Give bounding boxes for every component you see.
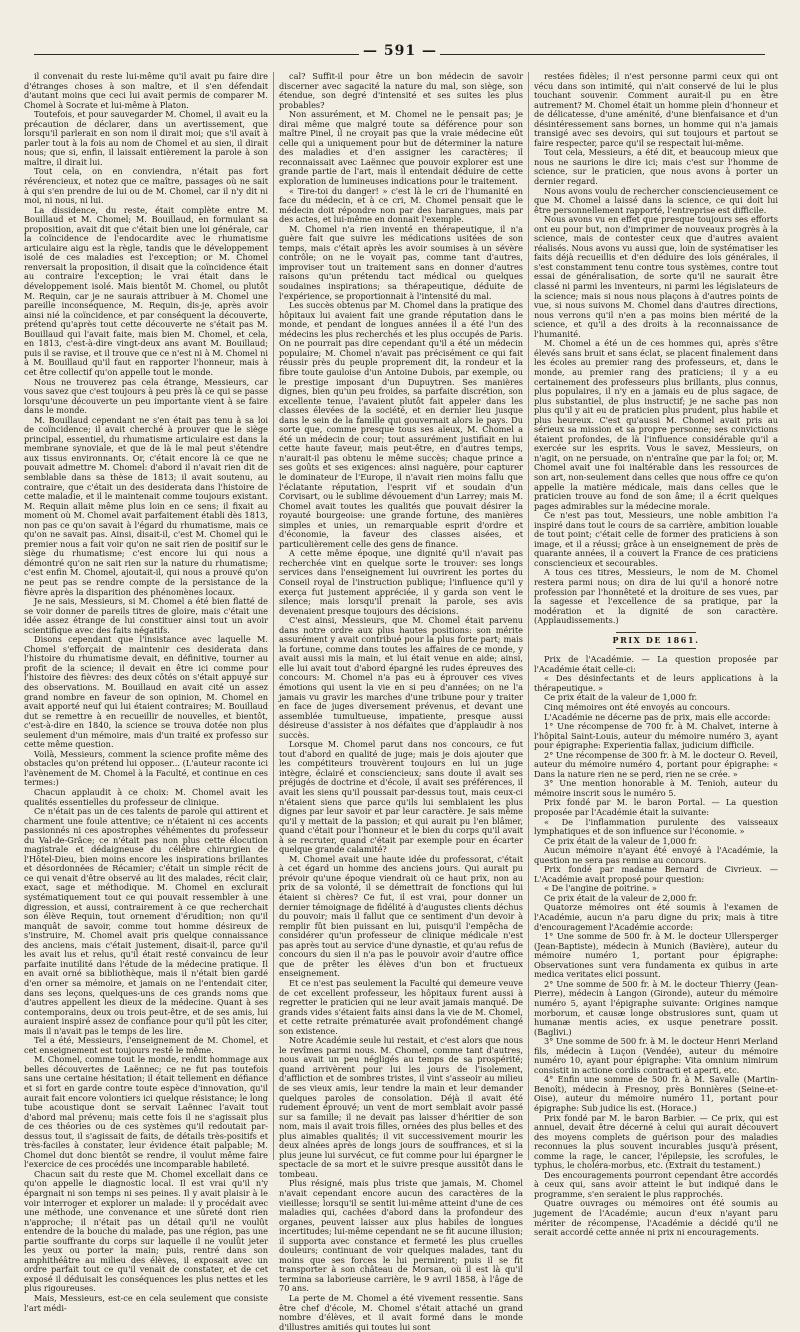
article-paragraph: La dissidence, du reste, était complète entre M. Bouillaud et M. Chomel; M. Bouillaud, en formulant sa proposition, avait dit que c'était bien une loi générale, car la coïncidence de l'endocardite avec le rhumatisme articulaire aigu est la règle, tandis que le développement isolé de ces maladies est l'exception; or M. Chomel renversait la proposition, il disait que la coïncidence était au contraire l'exception; le vrai était dans le développement isolé. Mais bientôt M. Chomel, ou plutôt M. Requin, car je ne saurais attribuer à M. Chomel une pareille inconséquence, M. Requin, dis-je, après avoir ainsi nié la coïncidence, et par conséquent la découverte, prétend qu'après tout cette découverte ne s'était pas M. Bouillaud qui l'avait faite, mais bien M. Chomel, et cela, en 1813, c'est-à-dire vingt-deux ans avant M. Bouillaud; puis il se ravise, et il trouve que ce n'est ni à M. Chomel ni à M. Bouillaud qu'il faut en rapporter l'honneur, mais à cet être collectif qu'on appelle tout le monde. [24,204,268,377]
article-paragraph: M. Chomel a été un de ces hommes qui, après s'être élevés sans bruit et sans éclat, se placent finalement dans les écoles au premier rang des professeurs, et, dans le monde, au premier rang des praticiens; il y a eu certainement des professeurs plus brillants, plus connus, plus populaires, il n'y en a jamais eu de plus sagace, de plus substantiel, de plus instructif; je ne sache pas non plus qu'il y ait eu de praticien plus prudent, plus habile et plus heureux. C'est qu'aussi M. Chomel avait pris au sérieux sa mission et sa propre personne; ses convictions étaient profondes, de là l'influence considérable qu'il a exercée sur les esprits. Vous le savez, Messieurs, on n'agit, on ne persuade, on n'entraîne que par la foi; or, M. Chomel avait une foi inaltérable dans les ressources de son art, non-seulement dans celles que nous offre ce qu'on appelle la matière médicale, mais dans celles que le praticien trouve au fond de son âme; il a écrit quelques pages admirables sur la médecine morale. [534,338,778,511]
prize-paragraph: Ce prix était de la valeur de 1,000 fr. [544,692,698,703]
article-paragraph: Tout cela, on en conviendra, n'était pas fort révérencieux, et notez que ce maître, passages où ne sait à qui s'en prendre de lui ou de M. Chomel, car il n'y dit ni moi, ni nous, ni lui. [24,166,268,206]
prize-paragraph: 1° Une somme de 500 fr. à M. le docteur Ullersperger (Jean-Baptiste), médecin à Munich (Bavière), auteur du mémoire numéro 1, portant pour épigraphe: Observationes sunt vera fundamenta ex quibus in arte medica veritates elici possunt. [534,931,778,980]
article-paragraph: Toutefois, et pour sauvegarder M. Chomel, il avait eu la précaution de déclarer, dans un avertissement, que lorsqu'il parlerait en son nom il dirait moi; que s'il avait à parler tout à la fois au nom de Chomel et au sien, il dirait nous; que si, enfin, il laissait entièrement la parole à son maître, il dirait lui. [24,109,268,167]
article-paragraph: Nous avons voulu de rechercher consciencieusement ce que M. Chomel a laissé dans la science, ce qui doit lui être personnellement rapporté, l'entreprise est difficile. [534,185,778,215]
article-paragraph: Ce n'est pas tout, Messieurs, une noble ambition l'a inspiré dans tout le cours de sa carrière, ambition louable de tout point; c'était celle de former des praticiens à son image, et il a réussi; grâce à un enseignement de près de quarante années, il a couvert la France de ces praticiens consciencieux et secourables. [534,510,778,568]
article-paragraph: Les succès obtenus par M. Chomel dans la pratique des hôpitaux lui avaient fait une grande réputation dans le monde, et pendant de longues années il a été l'un des médecins les plus recherchés et les plus occupés de Paris. On ne pourrait pas dire cependant qu'il a été un médecin populaire; M. Chomel n'avait pas précisément ce qui fait réussir près du peuple proprement dit, la rondeur et la fibre toute gauloise d'un Antoine Dubois, par exemple, ou le prestige imposant d'un Dupuytren. Ses manières dignes, bien qu'un peu froides, sa parfaite discrétion, son excellente tenue, l'avaient plutôt fait appeler dans les classes élevées de la société, et en dernier lieu jusque dans le sein de la famille qui gouvernait alors le pays. Du sorte que, comme presque tous ses aïeux, M. Chomel a été un médecin de cour; tout assurément justifiait en lui cette haute faveur, mais peut-être, en d'autres temps, n'aurait-il pas obtenu le même succès; chaque prince a ses goûts et ses exigences: ainsi naguère, pour capturer le dominateur de l'Europe, il n'avait rien moins fallu que l'éclatante réputation, l'esprit vif et soudain d'un Corvisart, ou le sublime dévouement d'un Larrey; mais M. Chomel avait toutes les qualités que pouvait désirer la royauté bourgeoise: une grande fortune, des manières simples et unies, un remarquable esprit d'ordre et d'économie, la faveur des classes aisées, et particulièrement celle des gens de finance. [279,300,523,549]
prize-paragraph: Cinq mémoires ont été envoyés au concours. [544,702,731,712]
article-paragraph: M. Chomel n'a rien inventé en thérapeutique, il n'a guère fait que suivre les médications usitées de son temps, mais c'était après les avoir soumises à un sévère contrôle; on ne le voyait pas, comme tant d'autres, improviser tout un traitement sans en donner d'autres raisons qu'un prétendu tact médical ou quelques soudaines inspirations; sa thérapeutique, déduite de l'expérience, se proportionnait à l'intensité du mal. [279,223,523,301]
column-3 [534,71,778,1238]
prize-paragraph: Prix fondé par madame Bernard de Civrieux. — L'Académie avait proposé pour question: [534,864,778,884]
article-paragraph: Je ne sais, Messieurs, si M. Chomel a été bien flatté de se voir donner de pareils titres de gloire, mais c'était une idée assez étrange de lui constituer ainsi tout un avoir scientifique avec des faits négatifs. [24,596,268,635]
prize-paragraph: Ce prix était de la valeur de 1,000 fr. [544,835,698,846]
article-paragraph: Tel a été, Messieurs, l'enseignement de M. Chomel, et cet enseignement est toujours resté le même. [24,1035,268,1055]
prize-paragraph: 1° Une récompense de 700 fr. à M. Chalvet, interne à l'hôpital Saint-Louis, auteur du mémoire numéro 3, ayant pour épigraphe: Experientia fallax, judicium difficile. [534,721,778,751]
article-paragraph: Mais, Messieurs, est-ce en cela seulement que consiste l'art médi- [24,1293,268,1313]
article-paragraph: M. Chomel, comme tout le monde, rendit hommage aux belles découvertes de Laënnec; ce ne fut pas toutefois sans une certaine hésitation; il était tellement en défiance et si fort en garde contre toute espèce d'innovation, qu'il aurait fait encore volontiers ici quelque résistance; le long tube acoustique dont se servait Laënnec l'avait tout d'abord mal prévenu; mais cette fois il ne s'agissait plus de ces théories ou de ces systèmes qu'il redoutait par-dessus tout, il s'agissait de faits, de détails très-positifs et très-faciles à constater, leur évidence était palpable; M. Chomel dut donc bientôt se rendre, il voulut même faire l'exercice de ces procédés une incomparable habileté. [24,1054,268,1170]
article-paragraph: M. Bouillaud cependant ne s'en était pas tenu à sa loi de coïncidence; il avait cherché à prouver que le siège principal, essentiel, du rhumatisme articulaire est dans la membrane synoviale, et que de là le mal peut s'étendre aux tissus environnants. Or, c'était encore là ce que ne pouvait admettre M. Chomel: d'abord il n'avait rien dit de semblable dans sa thèse de 1813; il avait soutenu, au contraire, que c'était un des desiderata dans l'histoire de cette maladie, et il le maintenait comme toujours existant. M. Requin allait même plus loin en ce sens; il fixait au moment où M. Chomel avait parfaitement établi dès 1813, non pas ce qu'on savait à l'égard du rhumatisme, mais ce qu'on ne savait pas. Ainsi, disait-il, c'est M. Chomel qui le premier nous a fait voir qu'on ne sait rien de positif sur le siège du rhumatisme; c'est encore lui qui nous a démontré qu'on ne sait rien sur la nature du rhumatisme; c'est enfin M. Chomel, ajoutait-il, qui nous a prouvé qu'on ne peut pas se rendre compte de la persistance de la fièvre après la disparition des phénomènes locaux. [24,414,268,597]
article-paragraph: restées fidèles; il n'est personne parmi ceux qui ont vécu dans son intimité, qui n'ait conservé de lui le plus touchant souvenir. Comment aurait-il pu en être autrement? M. Chomel était un homme plein d'honneur et de délicatesse, d'une aménité, d'une bienfaisance et d'un désintéressement sans bornes, un homme qui n'a jamais transigé avec ses devoirs, qui sut toujours et partout se faire respecter, parce qu'il se respectait lui-même. [534,71,778,148]
prize-paragraph: « De l'inflammation purulente des vaisseaux lymphatiques et de son influence sur l'économie. » [534,816,778,837]
prize-paragraph: « De l'angine de poitrine. » [544,883,657,894]
article-paragraph: Lorsque M. Chomel parut dans nos concours, ce fut tout d'abord en qualité de juge; mais je dois ajouter que les compétiteurs trouvèrent toujours en lui un juge intègre, éclairé et consciencieux; sans doute il avait ses préjugés de doctrine et d'école, il avait ses préférences, il avait les siens qu'il poussait par-dessus tout, mais ceux-ci n'étaient siens que parce qu'ils lui semblaient les plus dignes par leur savoir et par leur caractère. Je sais même qu'il y mettait de la passion; et qui aurait pu l'en blâmer, quand c'était pour l'honneur et le bien du corps qu'il avait à se recruter, quand c'était par exemple pour en écarter quelque grande calamité? [279,739,523,855]
prize-paragraph: Aucun mémoire n'ayant été envoyé à l'Académie, la question ne sera pas remise au concours. [534,845,778,865]
article-paragraph: Voilà, Messieurs, comment la science profite même des obstacles qu'on prétend lui opposer... (L'auteur raconte ici l'avènement de M. Chomel à la Faculté, et continue en ces termes:) [24,748,268,788]
column-2 [279,71,523,1332]
article-paragraph: Chacun applaudit à ce choix: M. Chomel avait les qualités essentielles du professeur de clinique. [24,787,268,807]
prize-paragraph: 4° Enfin une somme de 500 fr. à M. Savalle (Martin-Benoît), médecin à Fresnoy, près Bonnières (Seine-et-Oise), auteur du mémoire numéro 11, portant pour épigraphe: Sub judice lis est. (Horace.) [534,1074,778,1113]
prize-paragraph: L'Académie ne décerne pas de prix, mais elle accorde: [544,711,771,722]
prize-paragraph: 3° Une mention honorable à M. Tenioh, auteur du mémoire inscrit sous le numéro 5. [534,778,778,798]
article-paragraph: Tout cela, Messieurs, a été dit, et beaucoup mieux que nous ne saurions le dire ici; mais c'est sur l'homme de science, sur le praticien, que nous avons à porter un dernier regard. [534,147,778,187]
article-paragraph: cal? Suffit-il pour être un bon médecin de savoir discerner avec sagacité la nature du mal, son siège, son étendue, son degré d'intensité et ses suites les plus probables? [279,71,523,110]
prize-paragraph: Prix fondé par M. le baron Portal. — La question proposée par l'Académie était la suivante: [534,797,778,818]
article-paragraph: il convenait du reste lui-même qu'il avait pu faire dire d'étranges choses à son maître, et il s'en défendait d'autant moins que ceci lui avait permis de comparer M. Chomel à Socrate et lui-même à Platon. [24,71,268,110]
prize-paragraph: 2° Une somme de 500 fr. à M. le docteur Thierry (Jean-Pierre), médecin à Langon (Gironde), auteur du mémoire numéro 5, ayant l'épigraphe suivante: Origines namque morborum, et causæ longe obstrusiores sunt, quam ut humanæ mentis acies, ex usque penetrare possit. (Baglivi.) [534,978,778,1037]
prize-paragraph: Prix de l'Académie. — La question proposée par l'Académie était celle-ci: [534,654,778,674]
prize-paragraph: 2° Une récompense de 300 fr. à M. le docteur O. Reveil, auteur du mémoire numéro 4, portant pour épigraphe: « Dans la nature rien ne se perd, rien ne se crée. » [534,749,778,779]
article-paragraph: La perte de M. Chomel a été vivement ressentie. Sans être chef d'école, M. Chomel s'était attaché un grand nombre d'élèves, et il avait formé dans le monde d'illustres amitiés qui toutes lui sont [279,1293,523,1332]
prize-paragraph: Quatorze mémoires ont été soumis à l'examen de l'Académie, aucun n'a paru digne du prix; mais à titre d'encouragement l'Académie accorde: [534,902,778,932]
article-paragraph: Et ce n'est pas seulement la Faculté qui demeure veuve de cet excellent professeur, les hôpitaux furent aussi à regretter le praticien qui ne leur avait jamais manqué. De grands vides s'étaient faits ainsi dans la vie de M. Chomel, et cette retraite prématurée avait profondément changé son existence. [279,977,523,1036]
article-paragraph: M. Chomel avait une haute idée du professorat, c'était à cet égard un homme des anciens jours. Qui aurait pu prévoir qu'une époque viendrait où ce haut prix, non au prix de sa volonté, il se démettrait de fonctions qui lui étaient si chères? Ce fut, il est vrai, pour donner un dernier témoignage de fidélité à d'augustes clients déchus du pouvoir; mais il fallut que ce sentiment d'un devoir à remplir fût bien puissant en lui, puisqu'il l'empêcha de considérer qu'un professeur de clinique médicale n'est pas après tout au service d'une dynastie, et qu'au refus de concours du sien il n'a pas le pouvoir avoir d'autre office que de prêter les élèves d'un bon et fructueux enseignement. [279,853,523,979]
column-3-body [534,72,778,626]
prize-paragraph: « Des désinfectants et de leurs applications à la thérapeutique. » [534,673,778,693]
prize-paragraph: Des encouragements pourront cependant être accordés à ceux qui, sans avoir atteint le but indiqué dans le programme, s'en seraient le plus rapprochés. [534,1169,778,1199]
prizes-list [534,655,778,1237]
article-paragraph: Nous ne trouverez pas cela étrange, Messieurs, car vous savez que c'est toujours à peu près là ce qui se passe lorsqu'une découverte un peu importante vient à se faire dans le monde. [24,376,268,416]
column-1 [24,71,268,1313]
page-header [26,40,774,70]
text-columns [24,71,778,1332]
prize-paragraph: Ce prix était de la valeur de 2,000 fr. [544,892,698,903]
header-rule-right [440,54,765,55]
article-paragraph: « Tire-toi du danger! » c'est là le cri de l'humanité en face du médecin, et à ce cri, M. Chomel pensait que le médecin doit répondre non par des harangues, mais par des actes, et lui-même en donnait l'exemple. [279,185,523,225]
article-paragraph: A cette même époque, une dignité qu'il n'avait pas recherchée vint en quelque sorte le trouver: ses longs services dans l'enseignement lui ouvrirent les portes du Conseil royal de l'instruction publique; l'influence qu'il y exerça fut justement appréciée, il y garda son vent le silence; mais lorsqu'il prenait la parole, ses avis devenaient presque toujours des décisions. [279,548,523,616]
prize-paragraph: Prix fondé par M. le baron Barbier. — Ce prix, qui est annuel, devait être décerné à celui qui aurait découvert des moyens complets de guérison pour des maladies reconnues la plus souvent incurables jusqu'à présent, comme la rage, le cancer, l'épilepsie, les scrofules, le typhus, le choléra-morbus, etc. (Extrait du testament.) [534,1112,778,1171]
article-paragraph: C'est ainsi, Messieurs, que M. Chomel était parvenu dans notre ordre aux plus hautes positions: son mérite assurément y avait contribué pour la plus forte part; mais la fortune, comme dans toutes les affaires de ce monde, y avait aussi mis la main, et lui était venue en aide; ainsi, elle lui avait tout d'abord épargné les rudes épreuves des concours: M. Chomel n'a pas eu à éprouver ces vives émotions qui usent la vie en si peu d'années; on ne l'a jamais vu gravir les marches d'une tribune pour y traiter en face de juges diversement prévenus, et devant une assemblée tumultueuse, impatiente, presque aussi désireuse d'assister à nos défaites que d'applaudir à nos succès. [279,615,523,740]
article-paragraph: Nous avons vu en effet que presque toujours ses efforts ont eu pour but, non d'imprimer de nouveaux progrès à la science, mais de contester ceux que d'autres avaient réalisés. Nous avons vu aussi que, loin de systématiser les faits déjà recueillis et d'en déduire des lois générales, il s'est constamment tenu contre tous systèmes, contre tout essai de généralisation, de sorte qu'il ne saurait être classé ni parmi les inventeurs, ni parmi les législateurs de la science; mais si nous nous plaçons à d'autres points de vue, si nous suivons M. Chomel dans d'autres directions, nous verrons qu'il n'en a pas moins bien mérité de la science, et qu'il a des droits à la reconnaissance de l'humanité. [534,214,778,339]
article-paragraph: A tous ces titres, Messieurs, le nom de M. Chomel restera parmi nous; on dira de lui qu'il a honoré notre profession par l'honnêteté et la droiture de ses vues, par la sagesse et l'excellence de sa pratique, par la modération et la dignité de son caractère. (Applaudissements.) [534,567,778,626]
prize-paragraph: 3° Une somme de 500 fr. à M. le docteur Henri Merland fils, médecin à Luçon (Vendée), auteur du mémoire numéro 10, ayant pour épigraphe: Vita omnium nimirum consistit in actione cordis contracti et aperti, etc. [534,1036,778,1075]
page-number: — 591 — [363,43,437,59]
article-paragraph: Ce n'était pas un de ces talents de parole qui attirent et charment une foule attentive; ce n'étaient ni ces accents passionnés ni ces apostrophes véhémentes du professeur du Val-de-Grâce; ce n'était pas non plus cette élocution magistrale et dédaigneuse du célèbre chirurgien de l'Hôtel-Dieu, bien moins encore les inspirations brillantes et désordonnées de Récamier; c'était un simple récit de ce qui venait d'être observé au lit des malades, récit clair, exact, sage et méthodique. M. Chomel en exclurait systématiquement tout ce qui pouvait ressembler à une digression, et aussi, contrairement à ce que recherchait son élève Requin, tout ornement d'érudition; non qu'il manquât de savoir, comme tout homme désireux de s'instruire, M. Chomel avait pris quelque connaissance des anciens, mais c'était justement, disait-il, parce qu'il les avait lus et relus, qu'il était resté convaincu de leur parfaite inutilité dans l'étude de la médecine pratique. Il en avait orné sa bibliothèque, mais il n'était bien gardé d'en orner sa mémoire, et jamais on ne l'entendait citer, dans ses leçons, quelques-uns de ces grands noms que d'autres appellent les dieux de la médecine. Quant à ses contemporains, deux ou trois peut-être, et de ses amis, lui auraient inspiré assez de confiance pour qu'il pût les citer, mais il n'avait pas le temps de les lire. [24,806,268,1036]
article-paragraph: Disons cependant que l'insistance avec laquelle M. Chomel s'efforçait de maintenir ces desiderata dans l'histoire du rhumatisme devait, en définitive, tourner au profit de la science; il devait en être ici comme pour l'histoire des fièvres: des deux côtés on s'était appuyé sur des observations. M. Bouillaud en avait cité un assez grand nombre en faveur de son opinion, M. Chomel en avait apporté neuf qui lui étaient contraires; M. Bouillaud dut se remettre à en recueillir de nouvelles, et bientôt, c'est-à-dire en 1840, la science se trouva dotée non plus seulement d'un mémoire, mais d'un traité ex professo sur cette même question. [24,634,268,750]
article-paragraph: Non assurément, et M. Chomel ne le pensait pas; je dirai même que malgré toute sa déférence pour son maître Pinel, il ne croyait pas que la vraie médecine eût celle qui a uniquement pour but de déterminer la nature des maladies et d'en assigner les caractères; il reconnaissait avec Laënnec que pouvoir explorer est une grande partie de l'art, mais il entendait déduire de cette exploration de lumineuses indications pour le traitement. [279,109,523,187]
prizes-section-title: PRIX DE 1861. [534,632,778,650]
article-paragraph: Notre Académie seule lui restait, et c'est alors que nous le revîmes parmi nous. M. Chomel, comme tant d'autres, nous avait un peu négligés au temps de sa prospérité; quand arrivèrent pour lui les jours de l'isolement, d'affliction et de sombres tristes, il vint s'asseoir au milieu de ses vieux amis, leur tendre la main et leur demander quelques paroles de consolation. Déjà il avait été rudement éprouvé; un vent de mort semblait avoir passé sur sa famille; il ne devait pas laisser d'héritier de son nom, mais il avait trois filles, ornées des plus belles et des plus aimables qualités; il vit successivement mourir les deux aînées après de longs jours de souffrances, et si la plus jeune lui survécut, ce fut comme pour lui épargner le spectacle de sa mort et le suivre presque aussitôt dans le tombeau. [279,1035,523,1179]
prize-paragraph: Quatre ouvrages ou mémoires ont été soumis au jugement de l'Académie; aucun d'eux n'ayant paru mériter de récompense, l'Académie a décidé qu'il ne serait accordé cette année ni prix ni encouragements. [534,1198,778,1238]
article-paragraph: Plus résigné, mais plus triste que jamais, M. Chomel n'avait cependant encore aucun des caractères de la vieillesse; lorsqu'il se sentit lui-même atteint d'une de ces maladies qui, cachées d'abord dans la profondeur des organes, peuvent laisser aux plus habiles de longues incertitudes; lui-même cependant ne se fit aucune illusion; il supporta avec constance et fermeté les plus cruelles douleurs; continuant de voir quelques malades, tant du moins que ses forces le lui permirent; puis il se fit transporter à son château de Morsan, où il est là qu'il termina sa laborieuse carrière, le 9 avril 1858, à l'âge de 70 ans. [279,1178,523,1294]
article-paragraph: Chacun sait du reste que M. Chomel excellait dans ce qu'on appelle le diagnostic local. Il est vrai qu'il n'y épargnait ni son temps ni ses peines. Il y avait plaisir à le voir interroger et explorer un malade: il y procédait avec une méthode, une convenance et une sûreté dont rien n'approche; il n'était pas un détail qu'il ne voulût entendre de la bouche du malade, pas une région, pas une partie souffrante du corps sur laquelle il ne voulût jeter les yeux ou porter la main; puis, rentré dans son amphithéâtre au milieu des élèves, il exposait avec un ordre parfait tout ce qu'il venait de constater, et de cet exposé il déduisait les conséquences les plus nettes et les plus rigoureuses. [24,1168,268,1294]
